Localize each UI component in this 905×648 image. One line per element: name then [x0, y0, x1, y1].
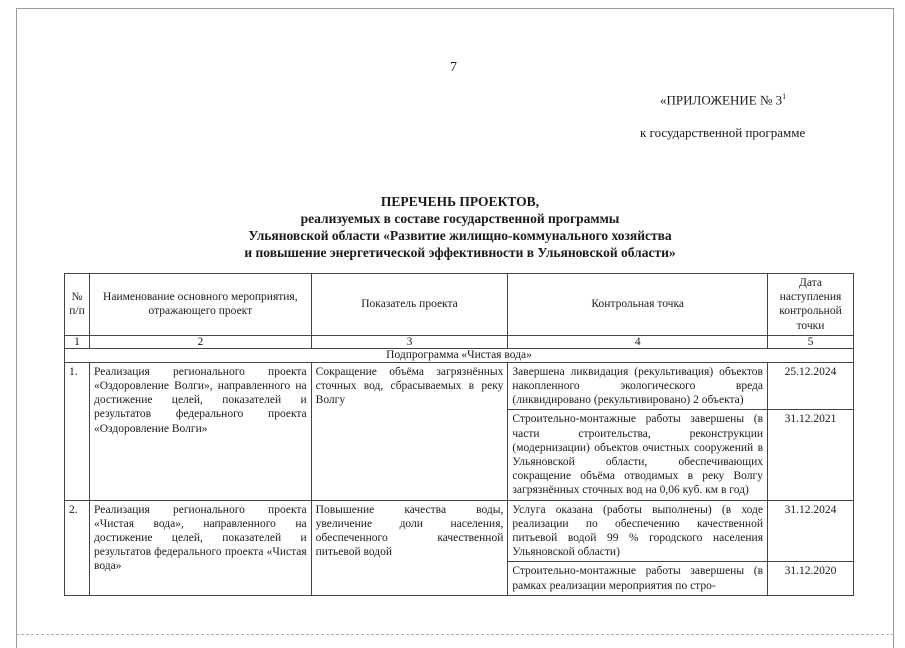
page-number: 7 — [450, 60, 457, 75]
row-indicator: Повышение качества воды, увеличение доли населения, обеспеченного качественной питьевой водой — [311, 500, 508, 595]
row-num: 2. — [65, 500, 90, 595]
doc-title-line-1: ПЕРЕЧЕНЬ ПРОЕКТОВ, — [380, 194, 540, 209]
row-date: 31.12.2024 — [768, 500, 854, 562]
appendix-title-text: «ПРИЛОЖЕНИЕ № 3 — [660, 92, 783, 108]
row-checkpoint: Завершена ликвидация (рекультивация) объектов накопленного экологического вреда (ликвидировано (рекультивировано) 2 объекта) — [508, 362, 768, 410]
table-row — [65, 500, 854, 562]
doc-title-line-4: и повышение энергетической эффективности в Ульяновской области» — [244, 245, 676, 260]
row-num: 1. — [65, 362, 90, 500]
doc-title-line-2: реализуемых в составе государственной программы — [300, 211, 620, 226]
column-number: 4 — [508, 335, 768, 348]
row-indicator: Сокращение объёма загрязнённых сточных вод, сбрасываемых в реку Волгу — [311, 362, 508, 500]
row-name: Реализация регионального проекта «Оздоровление Волги», направленного на достижение целей, показателей и результатов федерального проекта «Оздоровление Волги» — [89, 362, 311, 500]
column-number: 2 — [89, 335, 311, 348]
header-date: Дата наступления контрольной точки — [768, 274, 854, 336]
header-num: № п/п — [65, 274, 90, 336]
column-number: 5 — [768, 335, 854, 348]
projects-table — [64, 273, 854, 596]
row-name: Реализация регионального проекта «Чистая вода», направленного на достижение целей, показателей и результатов федерального проекта «Чистая вода» — [89, 500, 311, 595]
column-number: 3 — [311, 335, 508, 348]
table-row — [65, 362, 854, 410]
header-checkpoint: Контрольная точка — [508, 274, 768, 336]
header-indicator: Показатель проекта — [311, 274, 508, 336]
column-number: 1 — [65, 335, 90, 348]
row-checkpoint: Услуга оказана (работы выполнены) (в ходе реализации по обеспечению качественной питьевой водой 99 % городского населения Ульяновской области) — [508, 500, 768, 562]
doc-title-line-3: Ульяновской области «Развитие жилищно-коммунального хозяйства — [248, 228, 672, 243]
row-date: 25.12.2024 — [768, 362, 854, 410]
row-date: 31.12.2021 — [768, 410, 854, 500]
subprogram-title: Подпрограмма «Чистая вода» — [65, 348, 854, 362]
header-name: Наименование основного мероприятия, отражающего проект — [89, 274, 311, 336]
scan-bottom-edge — [16, 632, 894, 635]
row-checkpoint: Строительно-монтажные работы завершены (в рамках реализации мероприятия по стро- — [508, 562, 768, 595]
row-date: 31.12.2020 — [768, 562, 854, 595]
table-header-row — [65, 274, 854, 336]
row-checkpoint: Строительно-монтажные работы завершены (в части строительства, реконструкции (модернизации) объектов очистных сооружений в Ульяновской области, обеспечивающих сокращение объёма отводимых в реку Волгу загрязнённых сточных вод на 0,06 куб. км в год) — [508, 410, 768, 500]
subprogram-row — [65, 348, 854, 362]
appendix-title — [660, 92, 786, 108]
appendix-footnote: 1 — [782, 92, 787, 101]
column-number-row — [65, 335, 854, 348]
appendix-subtitle: к государственной программе — [640, 125, 806, 140]
